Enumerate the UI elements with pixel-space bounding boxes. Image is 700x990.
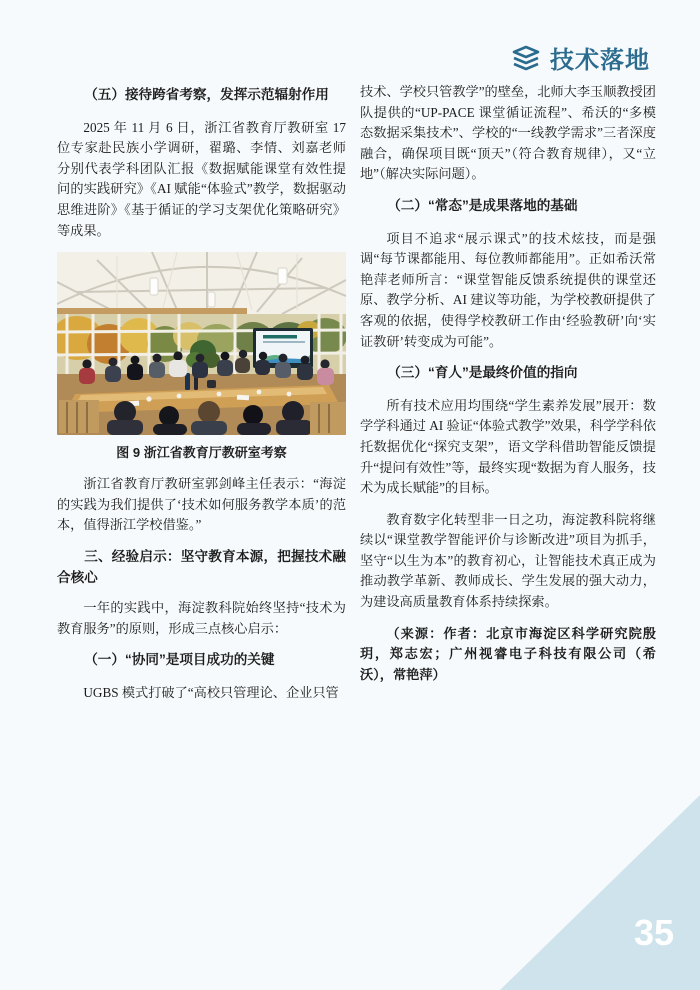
subsection-heading-3-1: （一）“协同”是项目成功的关键: [84, 652, 275, 668]
subsection-heading-3-2: （二）“常态”是成果落地的基础: [387, 197, 578, 213]
paragraph: 教育数字化转型非一日之功，海淀教科院将继续以“课堂教学智能评价与诊断改进”项目为抓手，坚守“以生为本”的教育初心，让智能技术真正成为推动教学革新、教师成长、学生发展的强大动力，为建设高质量教育体系持续探索。: [360, 511, 656, 610]
journal-logo-label: 技术落地: [550, 47, 650, 74]
paragraph: 2025 年 11 月 6 日，浙江省教育厅教研室 17 位专家赴民族小学调研，翟璐、李情、刘嘉老师分别代表学科团队汇报《数据赋能课堂有效性提问的实践研究》《AI 赋能“体验式”教学，数据驱动思维进阶》《基于循证的学习支架优化策略研究》等成果。: [57, 119, 346, 238]
journal-logo: [511, 40, 650, 75]
paragraph: 浙江省教育厅教研室郭剑峰主任表示：“海淀的实践为我们提供了‘技术如何服务教学本质’的范本，值得浙江学校借鉴。”: [57, 476, 346, 533]
subsection-heading-3-3: （三）“育人”是最终价值的指向: [387, 365, 578, 381]
left-column: [57, 82, 346, 715]
section-heading-3: 三、经验启示：坚守教育本源，把握技术融合核心: [57, 548, 346, 585]
meeting-room-photo: [57, 252, 346, 435]
books-stack-icon: [511, 44, 541, 72]
figure-9: [57, 252, 346, 461]
paragraph: 一年的实践中，海淀教科院始终坚持“技术为教育服务”的原则，形成三点核心启示：: [57, 600, 346, 636]
figure-caption: 图 9 浙江省教育厅教研室考察: [116, 445, 287, 461]
paragraph: 所有技术应用均围绕“学生素养发展”展开：数学学科通过 AI 验证“体验式教学”效果，科学学科依托数据优化“探究支架”，语文学科借助智能反馈提升“提问有效性”等，最终实现“数据为育人服务，技术为成长赋能”的目标。: [360, 397, 656, 496]
source-note: （来源：作者：北京市海淀区科学研究院殷玥，郑志宏；广州视睿电子科技有限公司（希沃），常艳萍）: [360, 625, 656, 682]
paragraph: 项目不追求“展示课式”的技术炫技，而是强调“每节课都能用、每位教师都能用”。正如希沃常艳萍老师所言：“课堂智能反馈系统提供的课堂还原、教学分析、AI 建议等功能，为学校教研提供了客观的依据，使得学校教研工作由‘经验教研’向‘实证教研’转变成为可能”。: [360, 230, 656, 349]
paragraph: UGBS 模式打破了“高校只管理论、企业只管: [83, 684, 339, 700]
section-heading-5: （五）接待跨省考察，发挥示范辐射作用: [84, 87, 329, 102]
page-number: 35: [633, 912, 674, 953]
corner-decoration: [500, 795, 700, 990]
paragraph-continued: 技术、学校只管教学”的壁垒，北师大李玉顺教授团队提供的“UP-PACE 课堂循证流程”、希沃的“多模态数据采集技术”、学校的“一线教学需求”三者深度融合，确保项目既“顶天”（符合教育规律），又“立地”（解决实际问题）。: [360, 84, 656, 182]
right-column: [360, 82, 656, 696]
